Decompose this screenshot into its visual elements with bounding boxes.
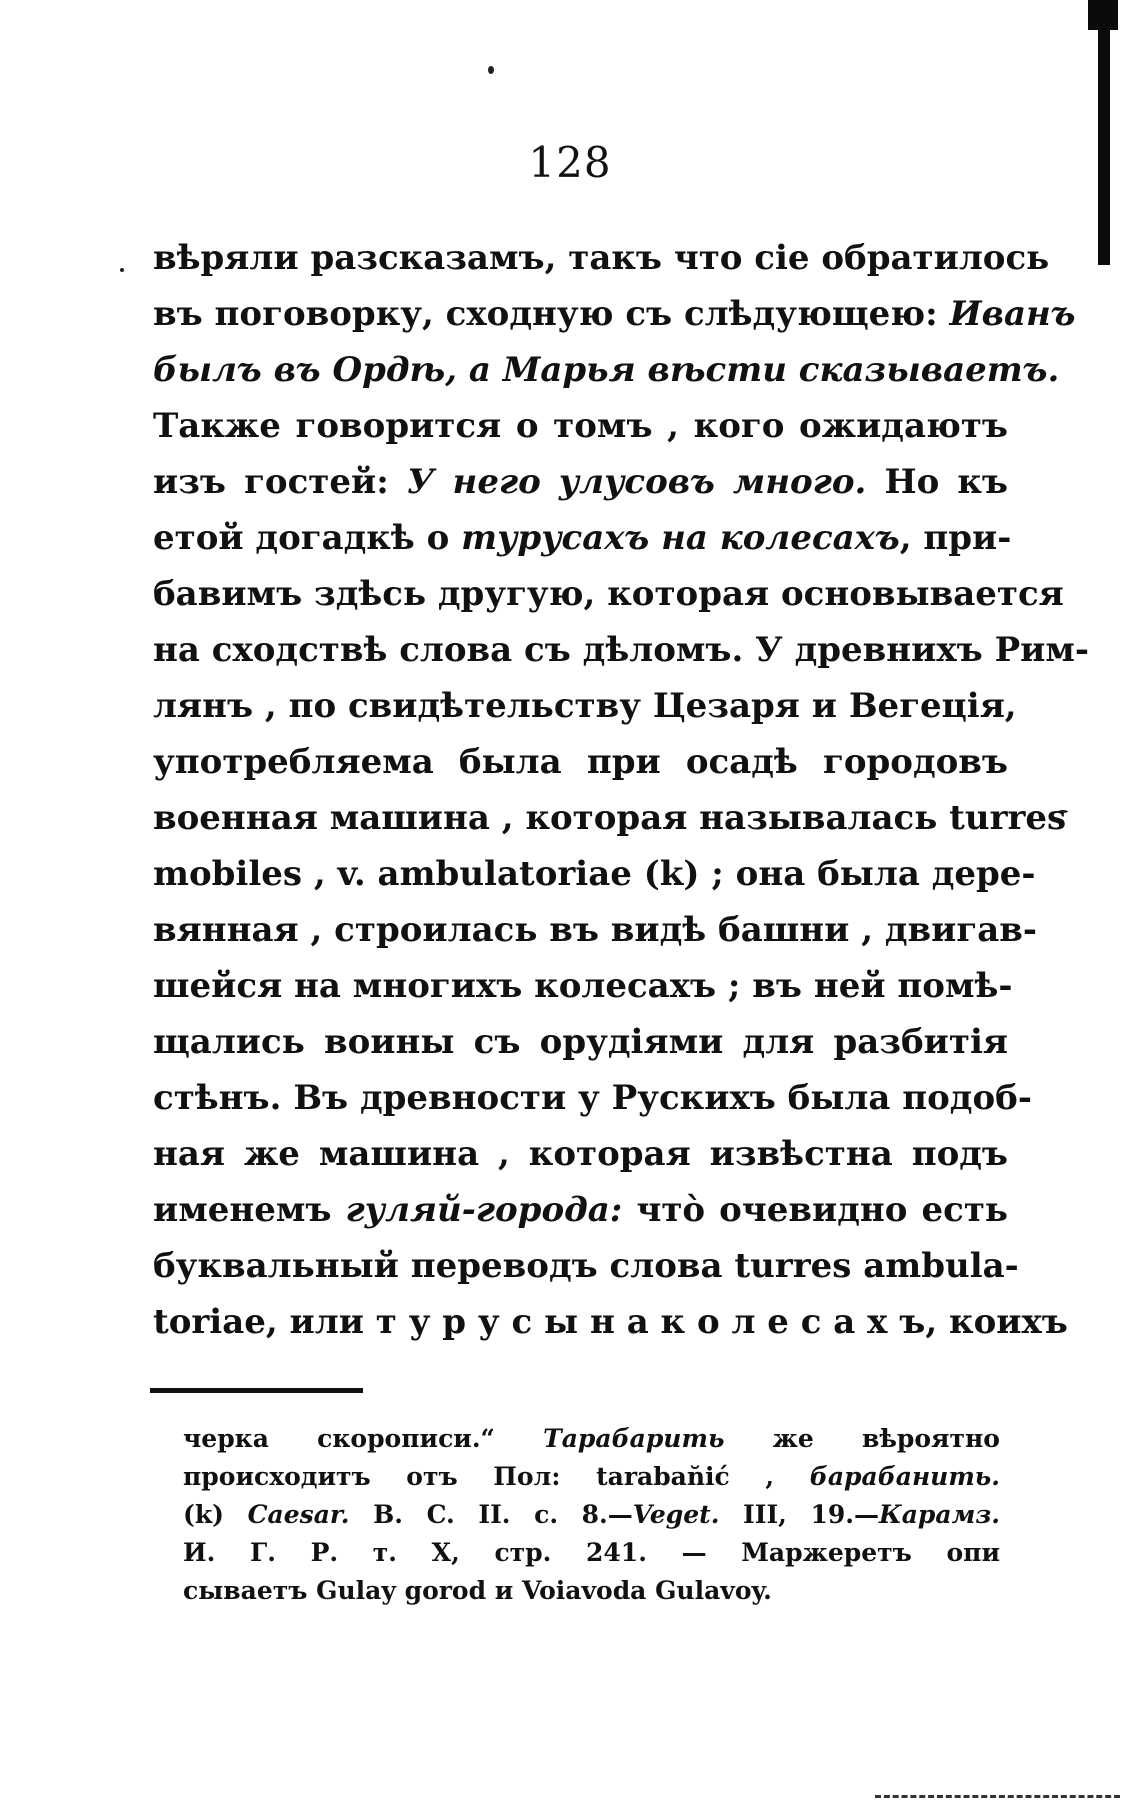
body-line	[153, 286, 1076, 342]
italic-text: Карамз.	[878, 1500, 1001, 1529]
body-line	[153, 1014, 1008, 1070]
body-line	[153, 566, 1064, 622]
text-run: етой догадкѣ о	[153, 518, 462, 558]
text-run: B. C. II. c. 8.—	[349, 1500, 633, 1529]
italic-text: Тарабарить	[543, 1424, 725, 1453]
text-run: именемъ	[153, 1190, 346, 1230]
footnote-line	[183, 1534, 1000, 1572]
text-run: въ поговорку, сходную съ слѣдующею:	[153, 294, 950, 334]
body-line	[153, 1126, 1008, 1182]
scan-bottom-dots	[875, 1795, 1120, 1801]
text-run: на сходствѣ слова съ дѣломъ. У древнихъ Рим-	[153, 630, 1090, 670]
text-run: вѣряли разсказамъ, такъ что сіе обратилось	[153, 238, 1050, 278]
body-line	[153, 1238, 1019, 1294]
text-run: mobiles , v. ambulatoriae (k) ; она была дере-	[153, 854, 1036, 894]
italic-text: былъ въ Ордѣ, а Марья вѣсти сказываетъ.	[153, 350, 1060, 390]
body-line	[153, 1070, 1032, 1126]
text-run: Но къ	[866, 462, 1008, 502]
italic-text: Иванъ	[949, 294, 1076, 334]
footnote-separator-rule	[150, 1388, 363, 1393]
scan-speck	[120, 268, 124, 272]
body-line	[153, 1182, 1008, 1238]
text-run: ная же машина , которая извѣстна подъ	[153, 1134, 1008, 1174]
text-run: бавимъ здѣсь другую, которая основывается	[153, 574, 1064, 614]
text-run: Также говорится о томъ , кого ожидаютъ	[153, 406, 1008, 446]
body-line	[153, 510, 1012, 566]
text-run: III, 19.—	[719, 1500, 879, 1529]
text-run: вянная , строилась въ видѣ башни , двигав-	[153, 910, 1037, 950]
text-run: буквальный переводъ слова turres ambula-	[153, 1246, 1019, 1286]
footnote-line	[183, 1420, 1000, 1458]
text-run: изъ гостей:	[153, 462, 407, 502]
body-line	[153, 342, 1060, 398]
italic-text: гуляй-города:	[345, 1190, 623, 1230]
text-run: черка скорописи.“	[183, 1424, 544, 1453]
text-run: , при-	[899, 518, 1012, 558]
body-line	[153, 1294, 1068, 1350]
footnote-line	[183, 1458, 1000, 1496]
body-line	[153, 398, 1008, 454]
italic-text: Veget.	[632, 1500, 720, 1529]
text-run: И. Г. Р. т. X, стр. 241. — Маржеретъ опи	[183, 1538, 1000, 1567]
body-line	[153, 454, 1008, 510]
text-run: употребляема была при осадѣ городовъ	[153, 742, 1008, 782]
text-run: происходитъ отъ Пол: taraban̆ić ,	[183, 1462, 810, 1491]
body-line	[153, 958, 1013, 1014]
italic-text: Caesar.	[247, 1500, 350, 1529]
body-line	[153, 734, 1008, 790]
body-line	[153, 230, 1050, 286]
footnotes	[183, 1420, 1000, 1610]
text-run: (k)	[183, 1500, 248, 1529]
body-line	[153, 790, 1067, 846]
italic-text: У него улусовъ много.	[406, 462, 867, 502]
text-run: шейся на многихъ колесахъ ; въ ней помѣ-	[153, 966, 1013, 1006]
text-run: же вѣроятно	[724, 1424, 1000, 1453]
text-run: что̀ очевидно есть	[622, 1190, 1008, 1230]
body-text	[153, 230, 1090, 1350]
body-line	[153, 846, 1036, 902]
italic-text: турусахъ на колесахъ	[461, 518, 900, 558]
text-run: toriae, или т у р у с ы н а к о л е с а х ъ, коихъ	[153, 1302, 1068, 1342]
body-line	[153, 622, 1090, 678]
footnote-line	[183, 1572, 1000, 1610]
italic-text: барабанить.	[809, 1462, 1000, 1491]
scan-speck	[488, 66, 494, 74]
text-run: стѣнъ. Въ древности у Рускихъ была подоб-	[153, 1078, 1032, 1118]
scan-edge-bar	[1098, 0, 1110, 265]
body-line	[153, 678, 1017, 734]
text-run: сываетъ Gulay gorod и Voiavoda Gulavoy.	[183, 1576, 772, 1605]
page-number: 128	[528, 138, 612, 187]
body-line	[153, 902, 1037, 958]
footnote-line	[183, 1496, 1000, 1534]
text-run: щались воины съ орудіями для разбитія	[153, 1022, 1008, 1062]
text-run: военная машина , которая называлась turres	[153, 798, 1067, 838]
text-run: лянъ , по свидѣтельству Цезаря и Вегеція,	[153, 686, 1017, 726]
